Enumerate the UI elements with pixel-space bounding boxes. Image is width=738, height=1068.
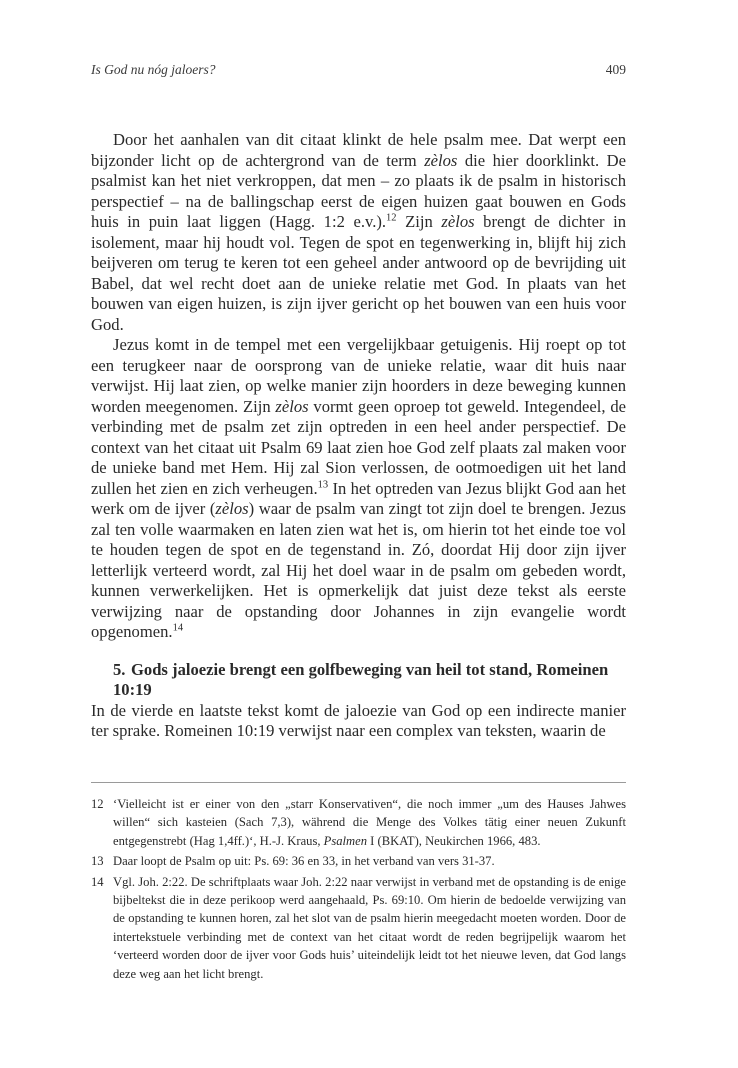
italic-term: zèlos xyxy=(275,396,309,416)
page-number: 409 xyxy=(605,62,626,77)
text-run: Door het aanhalen van dit citaat klinkt de hele psalm mee. Dat werpt een bijzonder licht op de achtergrond van de term xyxy=(91,130,626,170)
footnote-14 xyxy=(91,873,626,983)
footnote-ref-12[interactable]: 12 xyxy=(386,212,397,224)
text-run: die hier doorklinkt. De psalmist kan het niet verkroppen, dat men – zo plaats ik de psalm in historisch perspectief – na de ballingschap eerst de eigen huizen gaat bouwen en Gods huis in puin laat liggen (Hagg. 1:2 e.v.). xyxy=(91,150,626,231)
italic-term: zèlos xyxy=(441,212,475,231)
italic-term: zèlos xyxy=(424,150,458,170)
text-run: In het optreden van Jezus blijkt God aan het werk om de ijver ( xyxy=(91,478,626,518)
footnote-number: 14 xyxy=(91,874,104,889)
footnote-text: ‘Vielleicht ist er einer von den „starr Konservativen“, die noch immer „um des Hauses Jahwes willen“ sich kasteien (Sach 7,3), während die Menge des Volkes tätig einer neuen Zukunft entgegenstrebt (Hag 1,4ff.)‘, H.-J. Kraus, xyxy=(113,797,626,848)
running-title: Is God nu nóg jaloers? xyxy=(91,62,216,77)
paragraph-1 xyxy=(91,130,626,335)
italic-term: zèlos xyxy=(215,499,249,518)
footnote-text: I (BKAT), Neukirchen 1966, 483. xyxy=(367,833,541,848)
text-run: Jezus komt in de tempel met een vergelijkbaar getuigenis. Hij roept op tot een terugkeer naar de oorsprong van de unieke relatie, waar dit huis naar verwijst. Hij laat zien, op welke manier zijn hoorders in deze beweging kunnen worden meegenomen. Zijn xyxy=(91,335,626,416)
paragraph-3: In de vierde en laatste tekst komt de jaloezie van God op een indirecte manier ter sprake. Romeinen 10:19 verwijst naar een complex van teksten, waarin de xyxy=(91,700,626,740)
paragraph-2 xyxy=(91,335,626,643)
footnote-text: Daar loopt de Psalm op uit: Ps. 69: 36 en 33, in het verband van vers 31-37. xyxy=(113,854,495,869)
footnote-text: Vgl. Joh. 2:22. De schriftplaats waar Joh. 2:22 naar verwijst in verband met de opstanding is de enige bijbeltekst die in deze perikoop werd aangehaald, Ps. 69:10. Om hierin de bedoelde verwijzing van de opstanding te kunnen horen, zal het slot van de psalm hierin meegedacht moeten worden. Door de intertekstuele verbinding met de context van het citaat wordt de reden begrijpelijk waarom het ‘verteerd worden door de ijver voor Gods huis’ uiteindelijk leidt tot het nieuwe leven, dat God langs deze weg aan het licht brengt. xyxy=(113,874,626,981)
text-run: ) waar de psalm van zingt tot zijn doel te brengen. Jezus zal ten volle waarmaken en laten zien wat het is, om hierin tot het einde toe vol te houden tegen de spot en de tegenstand in. Zó, doordat Hij door zijn ijver letterlijk verteerd wordt, zal Hij het doel waar in de psalm om gebeden wordt, kunnen verwerkelijken. Het is opmerkelijk dat juist deze tekst als eerste verwijzing naar de opstanding door Johannes in zijn evangelie wordt opgenomen. xyxy=(91,499,626,641)
section-heading xyxy=(91,660,626,701)
section-number: 5. xyxy=(113,659,126,679)
text-run: vormt geen oproep tot geweld. Integendeel, de verbinding met de psalm zet zijn optreden in een heel ander perspectief. De context van het citaat uit Psalm 69 laat zien hoe God zelf plaats zal maken voor de unieke band met Hem. Hij zal Sion verlossen, de ootmoedigen uit het land zullen het zien en zich verheugen. xyxy=(91,396,626,498)
footnote-12 xyxy=(91,795,626,850)
footnote-ref-13[interactable]: 13 xyxy=(317,478,329,490)
footnote-number: 13 xyxy=(91,854,104,869)
footnote-italic: Psalmen xyxy=(323,833,368,848)
body-text xyxy=(91,130,626,742)
footnotes xyxy=(91,795,626,985)
footnote-divider xyxy=(91,782,626,783)
footnote-ref-14[interactable]: 14 xyxy=(172,622,184,634)
footnote-13 xyxy=(91,852,626,870)
text-run: brengt de dichter in isolement, maar hij houdt vol. Tegen de spot en tegenwerking in, blijft hij zich beijveren om terug te keren tot een geheel ander antwoord op de bevrijding uit Babel, dat wel recht doet aan de unieke relatie met God. In plaats van het bouwen van eigen huizen, is zijn ijver gericht op het bouwen van een huis voor God. xyxy=(91,212,626,334)
text-run: Zijn xyxy=(396,212,442,231)
footnote-number: 12 xyxy=(91,797,104,811)
section-title: Gods jaloezie brengt een golfbeweging van heil tot stand, Romeinen 10:19 xyxy=(113,659,609,699)
